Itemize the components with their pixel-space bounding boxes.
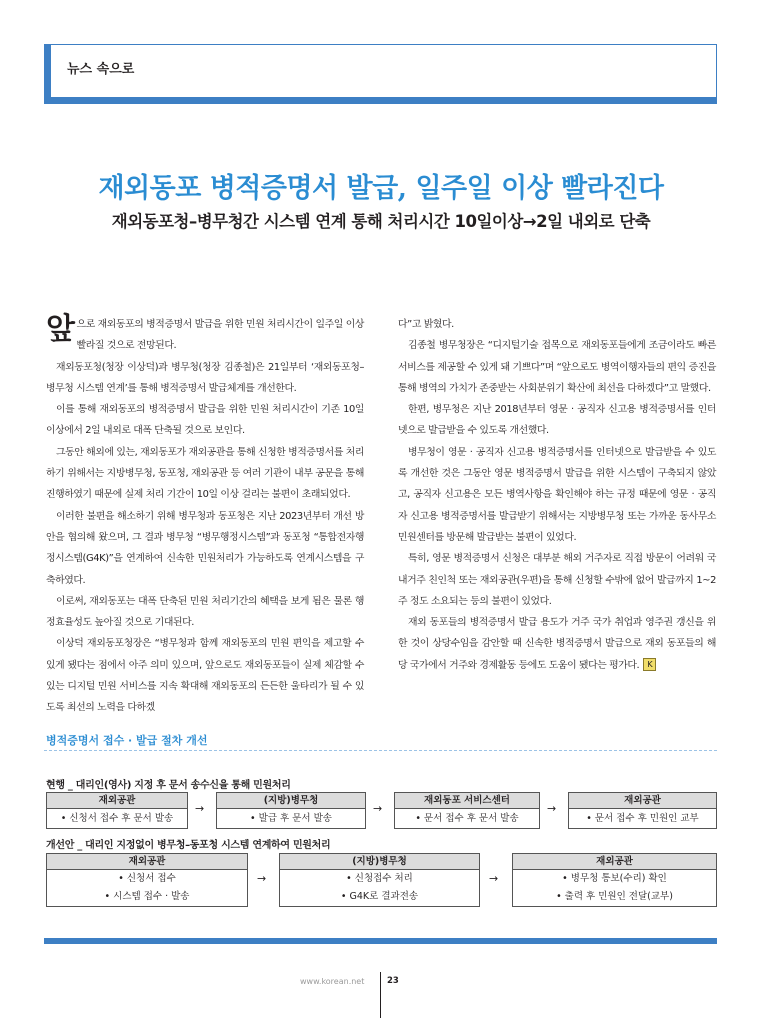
article-paragraph: 이를 통해 재외동포의 병적증명서 발급을 위한 민원 처리시간이 기존 10일 이상에서 2일 내외로 대폭 단축될 것으로 보인다. (46, 404, 364, 437)
arrow-right-icon: → (373, 802, 383, 815)
section-header-box (44, 44, 717, 104)
article-paragraph: 그동안 해외에 있는, 재외동포가 재외공관을 통해 신청한 병적증명서를 처리하기 위해서는 지방병무청, 동포청, 재외공관 등 여러 기관이 내부 공문을 통해 진행하였기 때문에 실제 처리 기간이 10일 이상 걸리는 불편이 초래되었다. (46, 446, 364, 501)
article-paragraph: 재외 동포들의 병적증명서 발급 용도가 거주 국가 취업과 영주권 갱신을 위한 것이 상당수임을 감안할 때 신속한 병적증명서 발급으로 재외 동포들의 해당 국가에서 거주와 경제활동 등에도 도움이 됐다는 평가다. K (398, 617, 716, 671)
step-header: (지방)병무청 (217, 793, 365, 809)
article-paragraph: 병무청이 영문 · 공직자 신고용 병적증명서를 인터넷으로 발급받을 수 있도록 개선한 것은 그동안 영문 병적증명서 발급을 위한 시스템이 구축되지 않았고, 공직자 신고용은 모든 병역사항을 확인해야 하는 규정 때문에 영문 · 공직자 신고용 병적증명서를 발급받기 위해서는 지방병무청 또는 가까운 동사무소 민원센터를 방문해 발급받는 불편이 있었다. (398, 446, 716, 543)
article-paragraph: 이러한 불편을 해소하기 위해 병무청과 동포청은 지난 2023년부터 개선 방안을 협의해 왔으며, 그 결과 병무청 “병무행정시스템”과 동포청 “통합전자행정시스템(G4K)”을 연계하여 신속한 민원처리가 가능하도록 연계시스템을 구축하였다. (46, 510, 364, 586)
article-left-column (46, 314, 364, 719)
improved-process-title: 개선안 _ 대리인 지정없이 병무청–동포청 시스템 연계하여 민원처리 (46, 840, 331, 851)
current-step-box (216, 792, 366, 829)
end-mark-icon: K (643, 658, 656, 671)
step-item: • 발급 후 문서 발송 (250, 813, 332, 824)
step-header: 재외공관 (569, 793, 716, 809)
process-title: 병적증명서 접수 · 발급 절차 개선 (46, 734, 208, 747)
improved-step-box (279, 853, 480, 907)
drop-cap: 앞 (46, 312, 75, 347)
article-paragraph: 이로써, 재외동포는 대폭 단축된 민원 처리기간의 혜택을 보게 됨은 물론 행정효율성도 높아질 것으로 기대된다. (46, 595, 364, 629)
step-header: 재외공관 (47, 793, 187, 809)
article-paragraph: 앞으로 재외동포의 병적증명서 발급을 위한 민원 처리시간이 일주일 이상 빨라질 것으로 전망된다. (46, 312, 364, 352)
improved-step-box (46, 853, 248, 907)
arrow-right-icon: → (257, 872, 267, 885)
step-header: 재외공관 (47, 854, 247, 870)
step-item: • 출력 후 민원인 전달(교부) (556, 891, 673, 902)
current-process-title: 현행 _ 대리인(영사) 지정 후 문서 송수신을 통해 민원처리 (46, 780, 291, 791)
current-step-box (46, 792, 188, 829)
section-label: 뉴스 속으로 (67, 62, 135, 77)
article-paragraph: 김종철 병무청장은 “디지털기술 접목으로 재외동포들에게 조금이라도 빠른 서비스를 제공할 수 있게 돼 기쁘다”며 “앞으로도 병역이행자들의 편익 증진을 통해 병역의 가치가 존중받는 사회분위기 확산에 최선을 다하겠다”고 말했다. (398, 340, 716, 394)
arrow-right-icon: → (547, 802, 557, 815)
current-step-box (568, 792, 717, 829)
step-item: • G4K로 결과전송 (340, 891, 419, 902)
article-subheadline: 재외동포청–병무청간 시스템 연계 통해 처리시간 10일이상→2일 내외로 단축 (111, 212, 651, 231)
article-paragraph: 특히, 영문 병적증명서 신청은 대부분 해외 거주자로 직접 방문이 어려워 국내거주 친인척 또는 재외공관(우편)을 통해 신청할 수밖에 없어 발급까지 1~2주 정도 소요되는 등의 불편이 있었다. (398, 553, 716, 607)
bottom-accent-bar (44, 938, 717, 944)
arrow-right-icon: → (489, 872, 499, 885)
arrow-right-icon: → (195, 802, 205, 815)
step-item: • 시스템 접수 · 발송 (104, 891, 190, 902)
step-item: • 신청서 접수 (118, 873, 176, 884)
step-item: • 문서 접수 후 문서 발송 (415, 813, 519, 824)
article-headline: 재외동포 병적증명서 발급, 일주일 이상 빨라진다 (98, 173, 664, 204)
article-right-column (398, 314, 716, 676)
step-header: 재외동포 서비스센터 (395, 793, 539, 809)
footer-divider (380, 972, 381, 1018)
article-paragraph: 다”고 밝혔다. (398, 319, 454, 330)
step-item: • 병무청 통보(수리) 확인 (562, 873, 667, 884)
page-number: 23 (387, 976, 399, 986)
process-divider (44, 750, 717, 751)
step-header: (지방)병무청 (280, 854, 479, 870)
step-item: • 신청접수 처리 (346, 873, 413, 884)
article-paragraph: 이상덕 재외동포청장은 “병무청과 함께 재외동포의 민원 편익을 제고할 수 있게 됐다는 점에서 아주 의미 있으며, 앞으로도 재외동포들이 실제 체감할 수 있는 디지털 민원 서비스를 지속 확대해 재외동포의 든든한 울타리가 될 수 있도록 최선의 노력을 다하겠 (46, 638, 364, 714)
improved-step-box (512, 853, 717, 907)
current-step-box (394, 792, 540, 829)
step-item: • 문서 접수 후 민원인 교부 (586, 813, 699, 824)
article-paragraph: 한편, 병무청은 지난 2018년부터 영문 · 공직자 신고용 병적증명서를 인터넷으로 발급받을 수 있도록 개선했다. (398, 404, 716, 437)
step-item: • 신청서 접수 후 문서 발송 (60, 813, 174, 824)
step-header: 재외공관 (513, 854, 716, 870)
article-paragraph: 재외동포청(청장 이상덕)과 병무청(청장 김종철)은 21일부터 ‘재외동포청–병무청 시스템 연계’를 통해 병적증명서 발급체계를 개선한다. (46, 361, 364, 394)
footer-site: www.korean.net (300, 977, 365, 986)
